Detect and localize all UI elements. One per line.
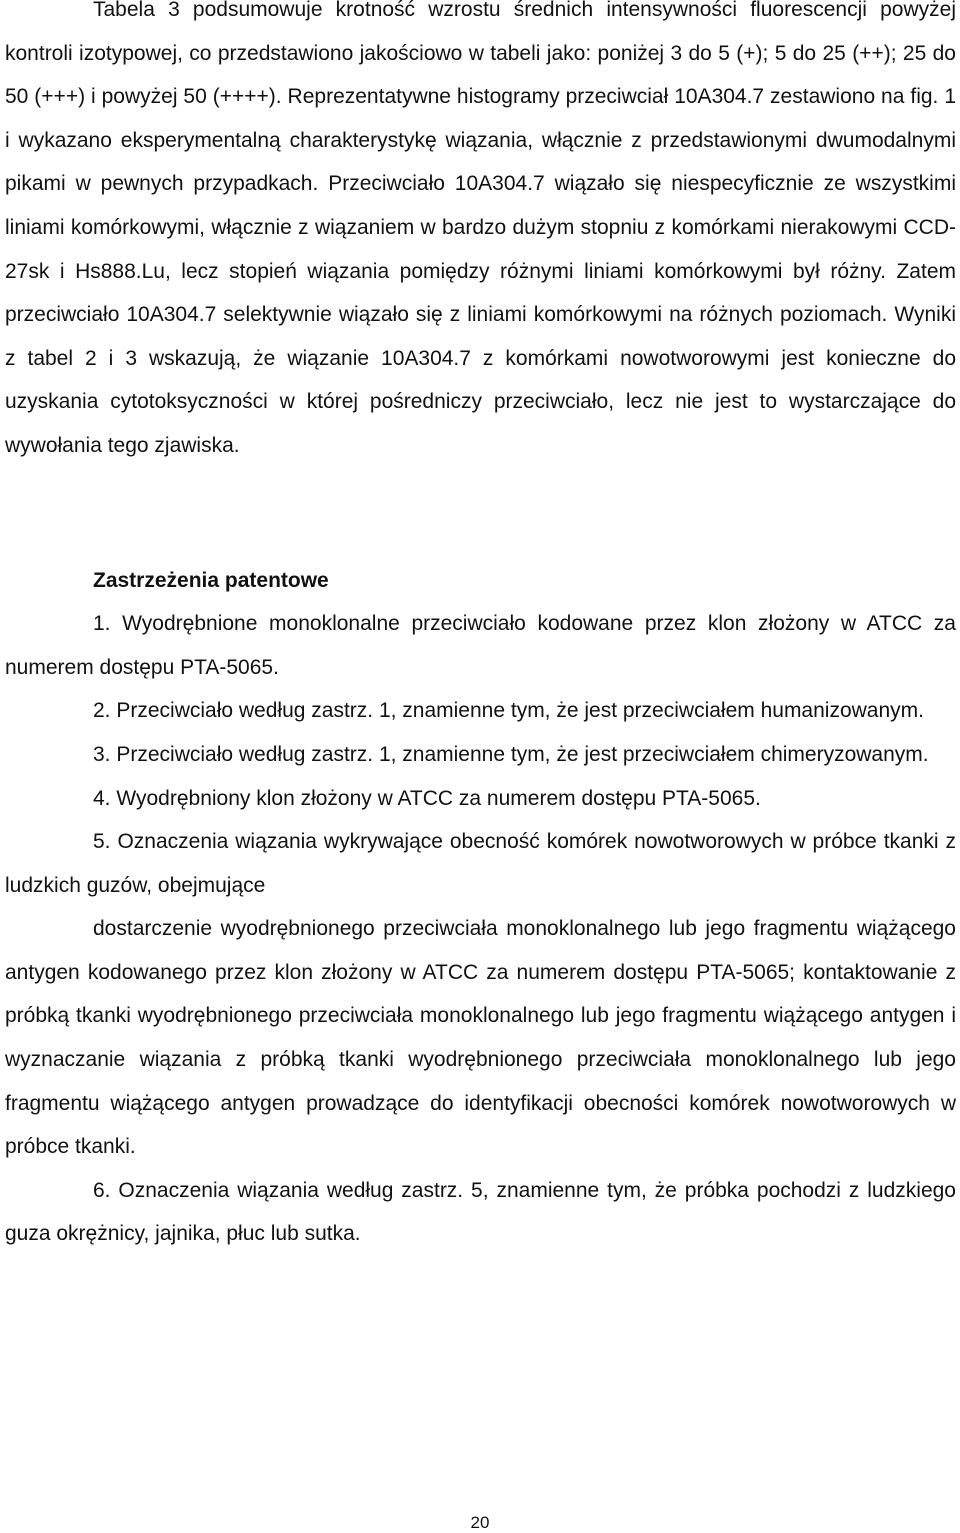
claim-5: 5. Oznaczenia wiązania wykrywające obecność komórek nowotworowych w próbce tkanki z ludzkich guzów, obejmujące (5, 830, 956, 897)
claim-1: 1. Wyodrębnione monoklonalne przeciwciało kodowane przez klon złożony w ATCC za numerem dostępu PTA-5065. (5, 612, 956, 679)
claims-list (5, 602, 956, 1256)
claim-6: 6. Oznaczenia wiązania według zastrz. 5, znamienne tym, że próbka pochodzi z ludzkiego guza okrężnicy, jajnika, płuc lub sutka. (5, 1178, 956, 1246)
page-number: 20 (470, 1513, 490, 1532)
claim-2: 2. Przeciwciało według zastrz. 1, znamienne tym, że jest przeciwciałem humanizowanym. (93, 699, 924, 723)
claim-4: 4. Wyodrębniony klon złożony w ATCC za numerem dostępu PTA-5065. (93, 786, 761, 810)
document-page (5, 0, 956, 1256)
claims-heading: Zastrzeżenia patentowe (93, 568, 329, 592)
claim-5-body: dostarczenie wyodrębnionego przeciwciała monoklonalnego lub jego fragmentu wiążącego antygen kodowanego przez klon złożony w ATCC za numerem dostępu PTA-5065; kontaktowanie z próbką tkanki wyodrębnionego przeciwciała monoklonalnego lub jego fragmentu wiążącego antygen i wyznaczanie wiązania z próbką tkanki wyodrębnionego przeciwciała monoklonalnego lub jego fragmentu wiążącego antygen prowadzące do identyfikacji obecności komórek nowotworowych w próbce tkanki. (5, 917, 956, 1159)
intro-paragraph: Tabela 3 podsumowuje krotność wzrostu średnich intensywności fluorescencji powyżej kontroli izotypowej, co przedstawiono jakościowo w tabeli jako: poniżej 3 do 5 (+); 5 do 25 (++); 25 do 50 (+++) i powyżej 50 (++++). Reprezentatywne histogramy przeciwciał 10A304.7 zestawiono na fig. 1 i wykazano eksperymentalną charakterystykę wiązania, włącznie z przedstawionymi dwumodalnymi pikami w pewnych przypadkach. Przeciwciało 10A304.7 wiązało się niespecyficznie ze wszystkimi liniami komórkowymi, włącznie z wiązaniem w bardzo dużym stopniu z komórkami nierakowymi CCD-27sk i Hs888.Lu, lecz stopień wiązania pomiędzy różnymi liniami komórkowymi był różny. Zatem przeciwciało 10A304.7 selektywnie wiązało się z liniami komórkowymi na różnych poziomach. Wyniki z tabel 2 i 3 wskazują, że wiązanie 10A304.7 z komórkami nowotworowymi jest konieczne do uzyskania cytotoksyczności w której pośredniczy przeciwciało, lecz nie jest to wystarczające do wywołania tego zjawiska. (5, 0, 956, 457)
claim-3: 3. Przeciwciało według zastrz. 1, znamienne tym, że jest przeciwciałem chimeryzowanym. (93, 742, 929, 766)
